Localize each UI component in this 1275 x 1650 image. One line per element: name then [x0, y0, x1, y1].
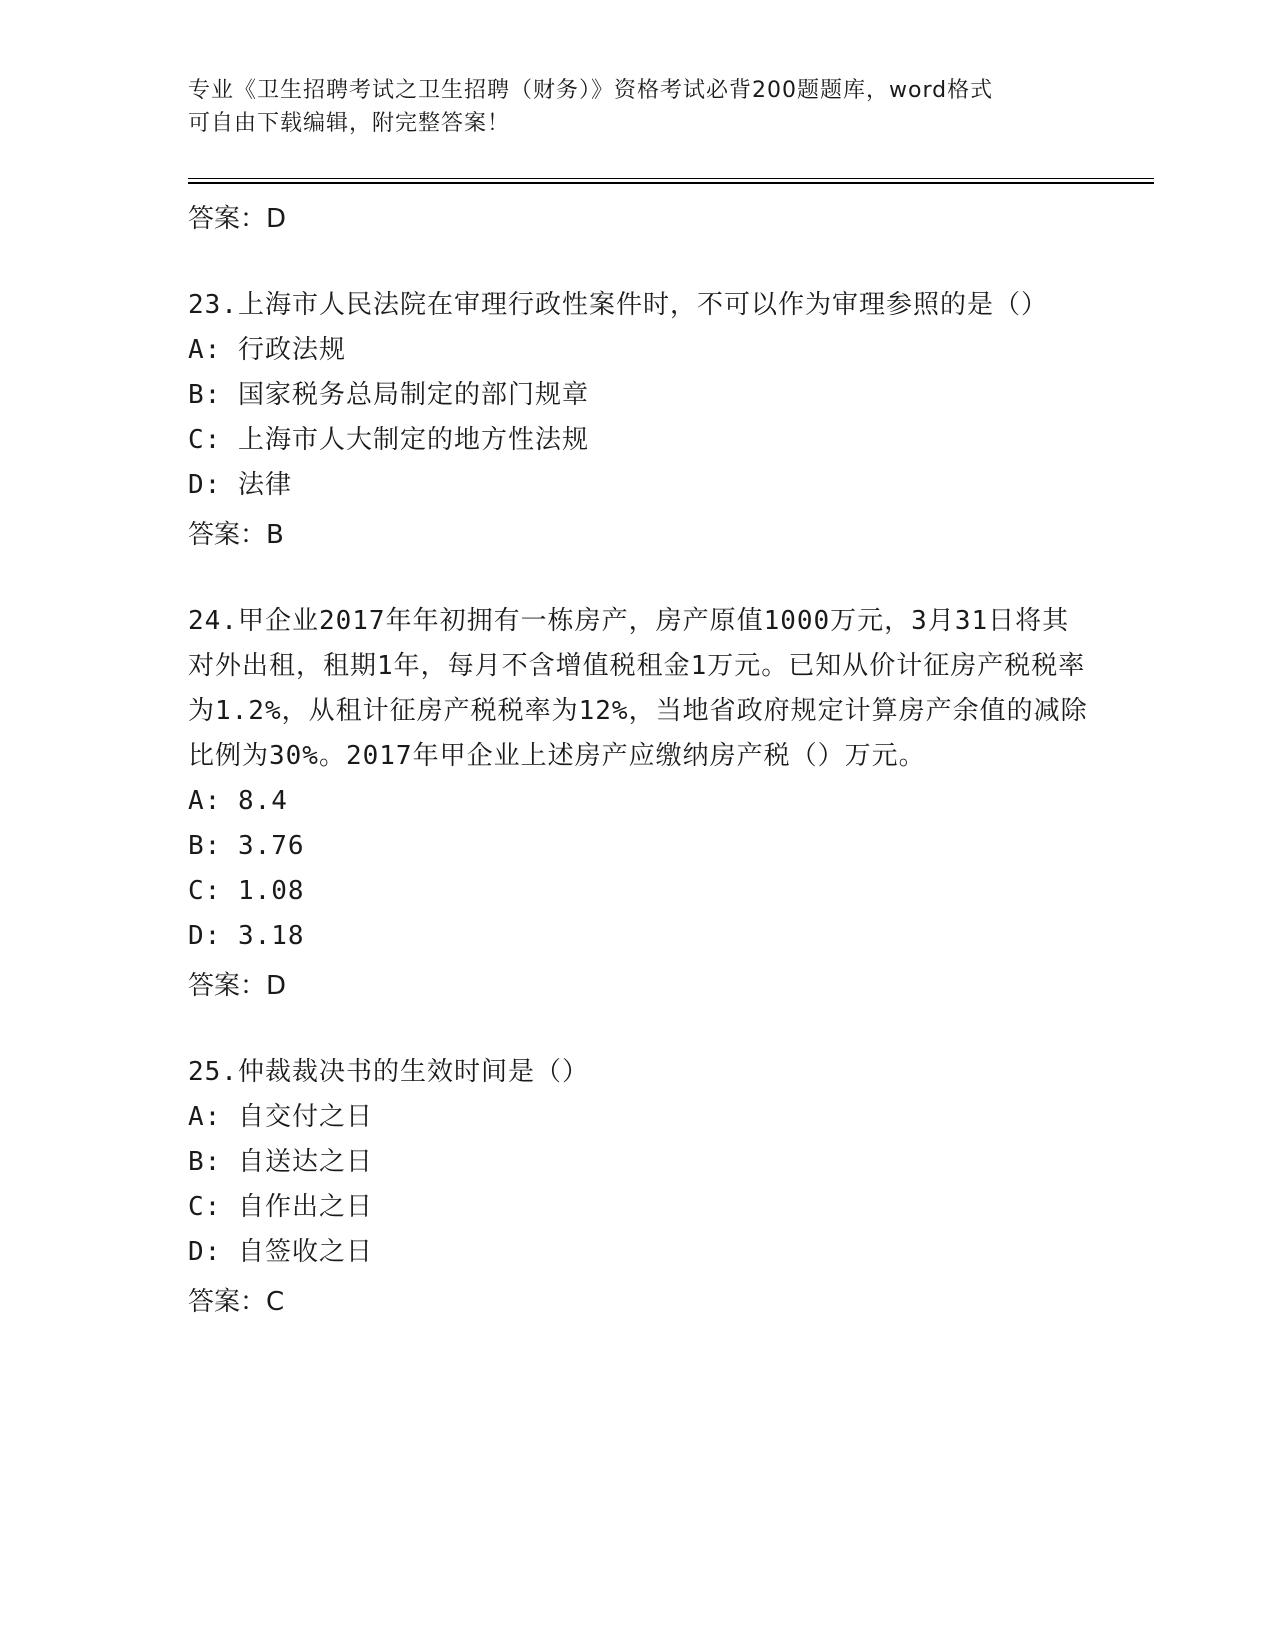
option-b: B: 3.76 — [188, 831, 305, 861]
spacer — [188, 552, 1088, 599]
question-block — [188, 283, 1088, 552]
header-line-2: 可自由下载编辑，附完整答案！ — [188, 111, 511, 136]
answer-line: 答案：B — [188, 520, 284, 550]
spacer — [188, 236, 1088, 283]
option-a: A: 自交付之日 — [188, 1102, 373, 1132]
option-c: C: 上海市人大制定的地方性法规 — [188, 425, 589, 455]
header-line-1: 专业《卫生招聘考试之卫生招聘（财务）》资格考试必背200题题库，word格式 — [188, 78, 994, 103]
option-d: D: 3.18 — [188, 921, 305, 951]
option-a: A: 8.4 — [188, 786, 288, 816]
answer-line: 答案：D — [188, 204, 287, 234]
spacer — [188, 1003, 1088, 1050]
answer-line: 答案：D — [188, 971, 287, 1001]
question-text: 25.仲裁裁决书的生效时间是（） — [188, 1057, 589, 1087]
option-a: A: 行政法规 — [188, 335, 346, 365]
header-divider-thick — [188, 182, 1154, 184]
question-text: 24.甲企业2017年年初拥有一栋房产，房产原值1000万元，3月31日将其对外出租，租期1年，每月不含增值税租金1万元。已知从价计征房产税税率为1.2%，从租计征房产税税率为12%，当地省政府规定计算房产余值的减除比例为30%。2017年甲企业上述房产应缴纳房产税（）万元。 — [188, 606, 1088, 771]
document-body — [188, 192, 1088, 1319]
option-c: C: 1.08 — [188, 876, 305, 906]
question-block — [188, 599, 1088, 1003]
question-text: 23.上海市人民法院在审理行政性案件时，不可以作为审理参照的是（） — [188, 290, 1048, 320]
option-d: D: 法律 — [188, 470, 292, 500]
option-d: D: 自签收之日 — [188, 1237, 373, 1267]
option-b: B: 自送达之日 — [188, 1147, 373, 1177]
header-divider-thin — [188, 178, 1154, 179]
question-block — [188, 1050, 1088, 1319]
document-header — [188, 74, 1088, 140]
answer-line: 答案：C — [188, 1287, 285, 1317]
option-c: C: 自作出之日 — [188, 1192, 373, 1222]
option-b: B: 国家税务总局制定的部门规章 — [188, 380, 589, 410]
